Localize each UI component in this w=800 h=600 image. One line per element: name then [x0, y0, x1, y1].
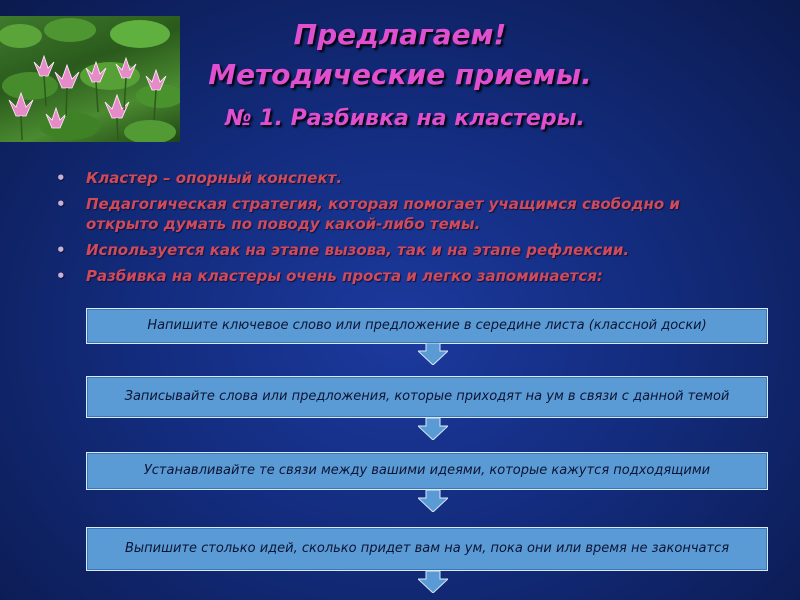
- step-box: Записывайте слова или предложения, которые приходят на ум в связи с данной темой: [86, 376, 768, 418]
- step-box: Напишите ключевое слово или предложение в середине листа (классной доски): [86, 308, 768, 344]
- step-box: Устанавливайте те связи между вашими идеями, которые кажутся подходящими: [86, 452, 768, 490]
- bullet-item: • Педагогическая стратегия, которая помогает учащимся свободно и открыто думать по поводу какой-либо темы.: [56, 194, 736, 234]
- title-line-1: Предлагаем!: [293, 18, 507, 51]
- subtitle: № 1. Разбивка на кластеры.: [225, 106, 585, 131]
- bullet-list: [56, 168, 736, 292]
- water-lily-photo: [0, 16, 180, 142]
- title-line-2: Методические приемы.: [208, 58, 592, 91]
- down-arrow-icon: [418, 571, 448, 593]
- bullet-item: • Используется как на этапе вызова, так и на этапе рефлексии.: [56, 240, 736, 260]
- bullet-item: • Кластер – опорный конспект.: [56, 168, 736, 188]
- down-arrow-icon: [418, 418, 448, 440]
- step-box: Выпишите столько идей, сколько придет вам на ум, пока они или время не закончатся: [86, 527, 768, 571]
- down-arrow-icon: [418, 490, 448, 512]
- down-arrow-icon: [418, 343, 448, 365]
- bullet-item: • Разбивка на кластеры очень проста и легко запоминается:: [56, 266, 736, 286]
